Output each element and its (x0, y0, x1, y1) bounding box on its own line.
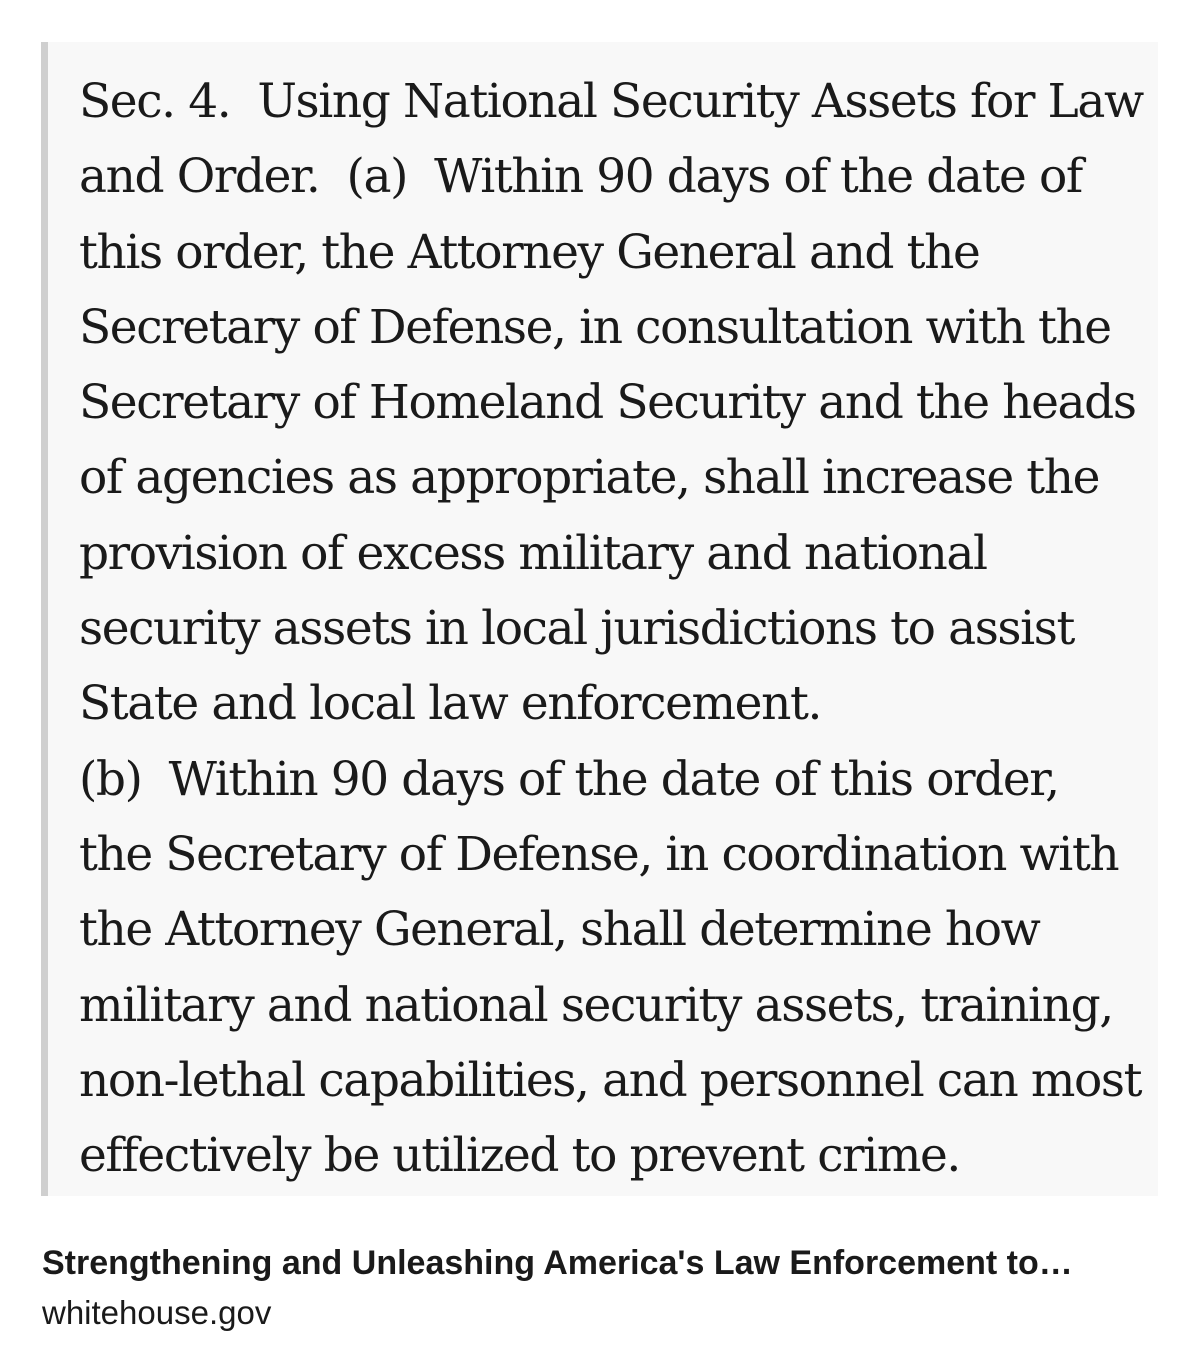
quote-card[interactable] (41, 42, 1158, 1196)
link-preview-title[interactable]: Strengthening and Unleashing America's Law Enforcement to… (42, 1244, 1073, 1282)
quote-line: Secretary of Homeland Security and the heads (79, 375, 1136, 431)
quote-line: Sec. 4. Using National Security Assets for Law (79, 74, 1143, 129)
quote-line: security assets in local jurisdictions to assist (79, 601, 1074, 657)
quote-line: non-lethal capabilities, and personnel can most (79, 1052, 1142, 1108)
quote-line: Secretary of Defense, in consultation with the (79, 299, 1111, 355)
quote-line: provision of excess military and national (79, 525, 987, 581)
quote-line: this order, the Attorney General and the (79, 224, 980, 280)
quote-line: effectively be utilized to prevent crime. (79, 1128, 960, 1184)
quote-line: and Order. (a) Within 90 days of the date of (79, 149, 1082, 205)
quote-line: the Attorney General, shall determine how (79, 902, 1040, 958)
link-preview-domain[interactable]: whitehouse.gov (42, 1294, 272, 1331)
quote-text (79, 64, 1143, 1193)
quote-line: military and national security assets, training, (79, 977, 1113, 1033)
quote-line: State and local law enforcement. (79, 676, 821, 732)
quote-line: the Secretary of Defense, in coordination with (79, 826, 1119, 882)
quote-line: (b) Within 90 days of the date of this order, (79, 751, 1059, 807)
quote-line: of agencies as appropriate, shall increase the (79, 450, 1100, 506)
